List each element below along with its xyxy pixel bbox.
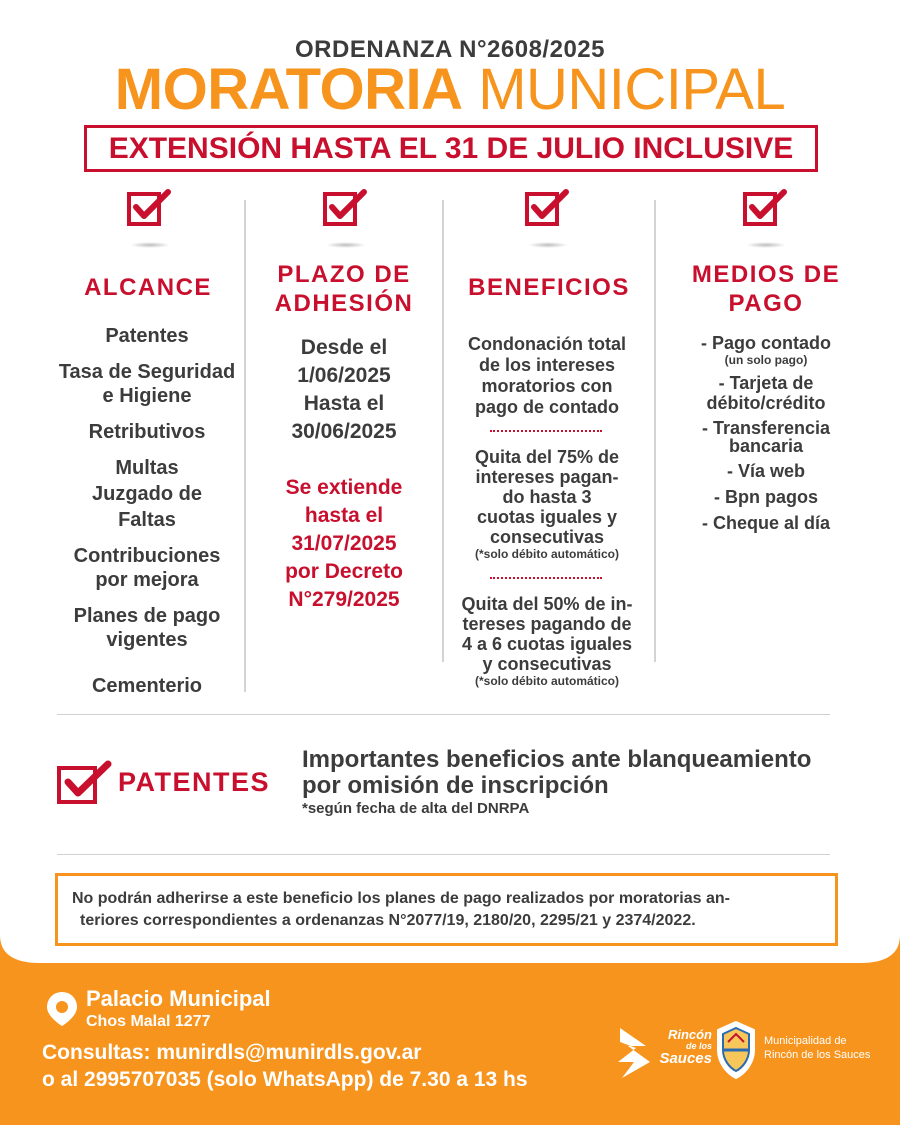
list-item: - Tarjeta de xyxy=(718,373,814,393)
beneficio-line: intereses pagan- xyxy=(475,467,619,487)
restriction-note xyxy=(55,873,838,946)
extension-text: EXTENSIÓN HASTA EL 31 DE JULIO INCLUSIVE xyxy=(108,132,794,165)
medios-heading-line: MEDIOS DE xyxy=(691,261,841,288)
beneficio-line: Quita del 50% de in- xyxy=(461,594,633,614)
plazo-ext-line: 31/07/2025 xyxy=(291,532,397,555)
icon-shadow xyxy=(746,242,786,248)
list-item: e Higiene xyxy=(102,385,192,407)
plazo-ext-line: N°279/2025 xyxy=(288,588,400,611)
checkbox-check-icon xyxy=(742,188,790,228)
list-item: por mejora xyxy=(95,569,199,591)
beneficio-line: cuotas iguales y xyxy=(476,507,618,527)
list-item: bancaria xyxy=(728,436,804,456)
column-divider xyxy=(442,200,444,662)
plazo-heading-line: ADHESIÓN xyxy=(274,290,414,317)
beneficio-note: (*solo débito automático) xyxy=(475,674,619,688)
icon-shadow xyxy=(528,242,568,248)
medios-list xyxy=(656,333,876,533)
plazo-line: Hasta el xyxy=(303,392,385,415)
list-item: Patentes xyxy=(105,325,189,347)
list-item-note: (un solo pago) xyxy=(724,353,808,367)
beneficio-line: consecutivas xyxy=(489,527,605,547)
footer-address: Chos Malal 1277 xyxy=(86,1013,211,1030)
medios-heading-line: PAGO xyxy=(728,290,804,317)
plazo-heading-line: PLAZO DE xyxy=(277,261,411,288)
list-item: Juzgado de xyxy=(91,483,202,505)
list-item: - Transferencia xyxy=(701,418,831,438)
beneficio-note: (*solo débito automático) xyxy=(475,547,619,561)
list-item: - Vía web xyxy=(726,461,806,481)
list-item: Contribuciones xyxy=(73,545,221,567)
section-divider xyxy=(57,714,830,715)
checkbox-check-icon xyxy=(322,188,370,228)
title-light: MUNICIPAL xyxy=(478,57,786,122)
ordinance-number: ORDENANZA N°2608/2025 xyxy=(295,36,605,63)
list-item: Retributivos xyxy=(88,421,206,443)
patentes-note: *según fecha de alta del DNRPA xyxy=(302,800,530,817)
title-bold: MORATORIA xyxy=(114,57,463,122)
beneficio-line: 4 a 6 cuotas iguales xyxy=(461,634,633,654)
alcance-heading: ALCANCE xyxy=(84,274,212,301)
medios-heading xyxy=(656,260,876,318)
beneficio-1 xyxy=(444,334,650,418)
beneficios-heading: BENEFICIOS xyxy=(468,274,630,301)
municipal-seal-icon xyxy=(714,1020,758,1080)
page-title xyxy=(0,58,900,122)
beneficio-line: tereses pagando de xyxy=(462,614,632,634)
list-item: Tasa de Seguridad xyxy=(58,361,236,383)
plazo-extension xyxy=(246,474,442,614)
plazo-ext-line: por Decreto xyxy=(285,560,403,583)
beneficio-2 xyxy=(444,447,650,561)
patentes-description xyxy=(302,747,811,819)
note-line: No podrán adherirse a este beneficio los planes de pago realizados por moratorias an- xyxy=(72,890,730,907)
plazo-ext-line: Se extiende xyxy=(285,476,403,499)
list-item: Faltas xyxy=(118,509,176,531)
patentes-line: Importantes beneficios ante blanqueamiento xyxy=(302,746,812,773)
dotted-separator xyxy=(490,430,602,432)
patentes-line: por omisión de inscripción xyxy=(302,772,609,799)
beneficio-line: moratorios con xyxy=(481,376,613,396)
alcance-list xyxy=(40,324,254,698)
plazo-line: 30/06/2025 xyxy=(291,420,397,443)
footer-place: Palacio Municipal xyxy=(86,986,271,1011)
beneficio-line: do hasta 3 xyxy=(502,487,592,507)
beneficio-line: pago de contado xyxy=(475,397,619,417)
icon-shadow xyxy=(130,242,170,248)
beneficio-3 xyxy=(444,594,650,688)
checkbox-check-icon xyxy=(524,188,572,228)
plazo-line: 1/06/2025 xyxy=(297,364,391,387)
plazo-dates xyxy=(246,334,442,446)
list-item: - Bpn pagos xyxy=(714,487,818,507)
checkbox-check-icon xyxy=(56,760,114,806)
checkbox-check-icon xyxy=(126,188,174,228)
beneficio-line: Quita del 75% de xyxy=(474,447,620,467)
list-item: Cementerio xyxy=(91,675,203,697)
municipality-name: Municipalidad de Rincón de los Sauces xyxy=(764,1035,871,1061)
note-line: teriores correspondientes a ordenanzas N°2077/19, 2180/20, 2295/21 y 2374/2022. xyxy=(80,912,696,929)
beneficio-line: y consecutivas xyxy=(482,654,612,674)
section-divider xyxy=(57,854,830,855)
list-item: vigentes xyxy=(106,629,188,651)
list-item: - Cheque al día xyxy=(701,513,831,533)
list-item: Multas xyxy=(115,457,179,479)
list-item: - Pago contado xyxy=(701,333,831,353)
location-pin-icon xyxy=(44,990,80,1028)
icon-shadow xyxy=(326,242,366,248)
patentes-label: PATENTES xyxy=(118,767,271,797)
rincon-logo-text: Rincón de los Sauces xyxy=(659,1027,712,1067)
dotted-separator xyxy=(490,577,602,579)
list-item: débito/crédito xyxy=(706,393,826,413)
plazo-ext-line: hasta el xyxy=(304,504,384,527)
beneficio-line: de los intereses xyxy=(478,355,616,375)
footer-consultas: Consultas: munirdls@munirdls.gov.ar xyxy=(42,1041,422,1064)
beneficio-line: Condonación total xyxy=(468,334,626,354)
list-item: Planes de pago xyxy=(73,605,221,627)
footer-phone: o al 2995707035 (solo WhatsApp) de 7.30 a 13 hs xyxy=(42,1068,528,1091)
plazo-line: Desde el xyxy=(300,336,388,359)
extension-banner xyxy=(84,125,818,172)
plazo-heading xyxy=(246,260,442,318)
